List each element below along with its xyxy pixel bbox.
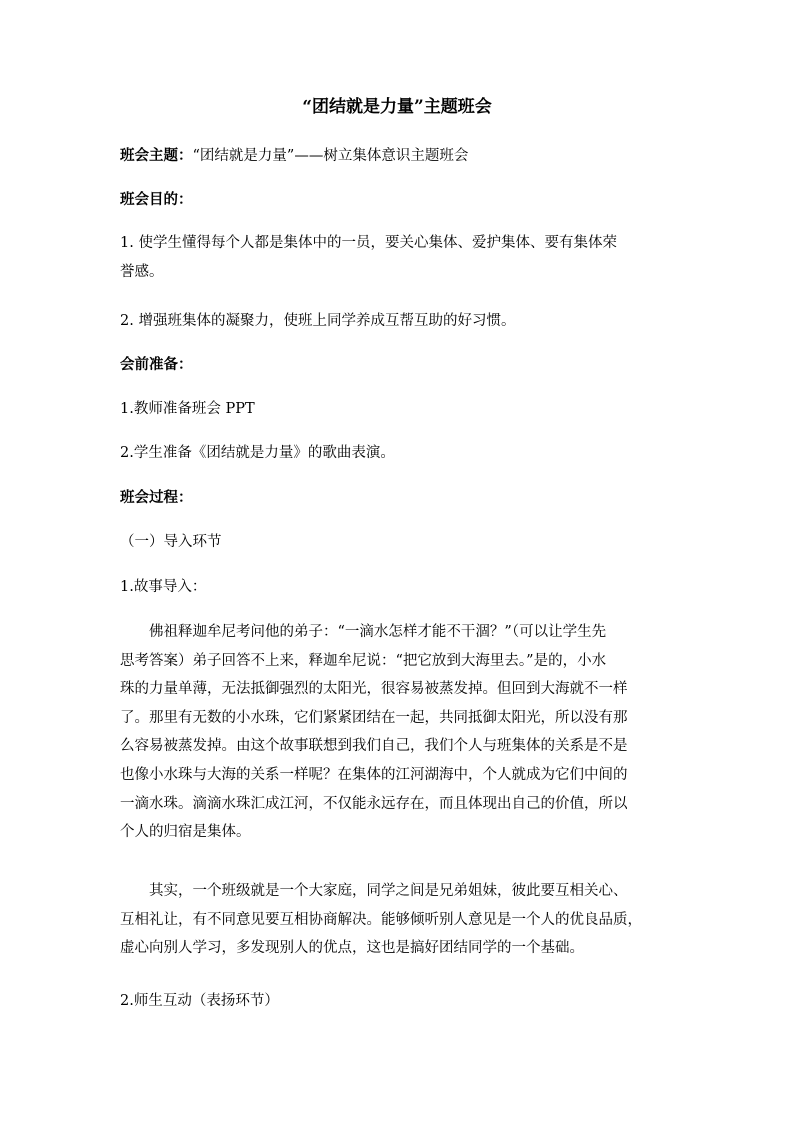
goal-item-1-line-2: 誉感。 [120,263,164,280]
family-paragraph [120,877,676,963]
prep-heading: 会前准备： [120,356,193,373]
story-line: 么容易被蒸发掉。由这个故事联想到我们自己，我们个人与班集体的关系是不是 [120,738,628,755]
story-line: 了。那里有无数的小水珠，它们紧紧团结在一起，共同抵御太阳光，所以没有那 [120,709,628,726]
goal-item-2-line-1: 2. 增强班集体的凝聚力，使班上同学养成互帮互助的好习惯。 [120,313,516,329]
story-line: 个人的归宿是集体。 [120,824,251,841]
prep-item-1: 1.教师准备班会 PPT [120,401,255,417]
story-label: 1.故事导入： [120,579,207,595]
story-line: 佛祖释迦牟尼考问他的弟子：“一滴水怎样才能不干涸？”（可以让学生先 [149,624,607,640]
goal-item-1 [120,229,676,286]
story-line: 一滴水珠。滴滴水珠汇成江河，不仅能永远存在，而且体现出自己的价值，所以 [120,795,628,812]
document-title: “团结就是力量”主题班会 [302,97,492,117]
prep-item-2: 2.学生准备《团结就是力量》的歌曲表演。 [120,445,395,461]
interaction-heading: 2.师生互动（表扬环节） [120,993,279,1009]
family-line: 其实，一个班级就是一个大家庭，同学之间是兄弟姐妹，彼此要互相关心、 [149,883,628,899]
theme-line [120,149,468,164]
theme-label: 班会主题： [120,147,193,164]
process-heading: 班会过程： [120,489,193,506]
story-line: 也像小水珠与大海的关系一样呢？在集体的江河湖海中，个人就成为它们中间的 [120,766,628,783]
family-line: 互相礼让，有不同意见要互相协商解决。能够倾听别人意见是一个人的优良品质， [120,911,642,928]
family-line: 虚心向别人学习，多发现别人的优点，这也是搞好团结同学的一个基础。 [120,940,584,957]
story-line: 思考答案）弟子回答不上来，释迦牟尼说：“把它放到大海里去。”是的，小水 [120,652,607,669]
section-intro-heading: （一）导入环节 [120,534,222,550]
story-line: 珠的力量单薄，无法抵御强烈的太阳光，很容易被蒸发掉。但回到大海就不一样 [120,681,628,698]
story-paragraph [120,618,676,847]
goal-heading: 班会目的： [120,191,193,208]
goal-item-1-line-1: 1. 使学生懂得每个人都是集体中的一员，要关心集体、爱护集体、要有集体荣 [120,235,617,251]
goal-item-2 [120,307,676,336]
theme-text: “团结就是力量”——树立集体意识主题班会 [192,148,469,164]
